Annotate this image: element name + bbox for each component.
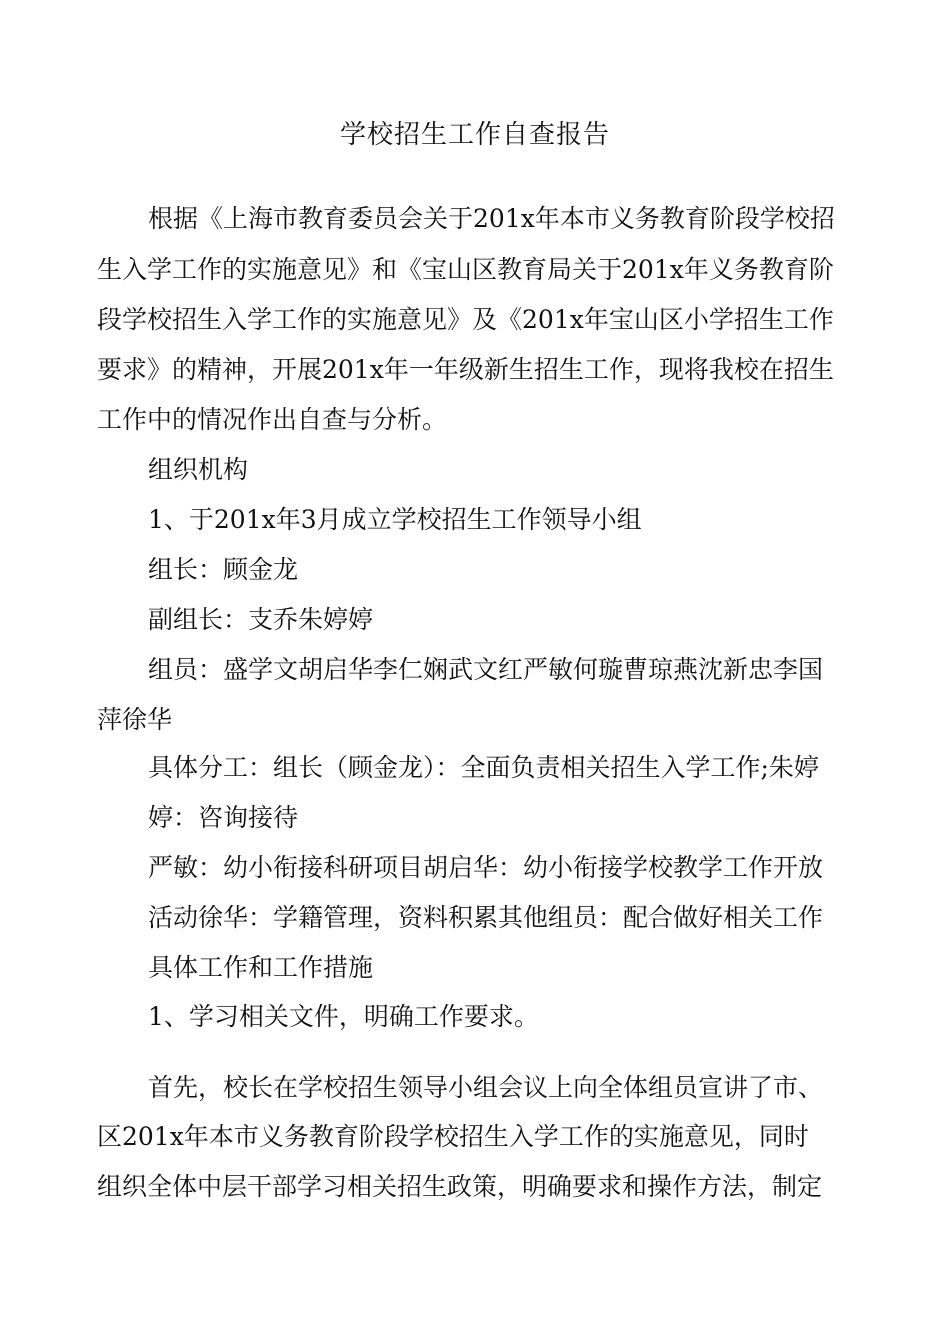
- text-line: 组员：盛学文胡启华李仁娴武文红严敏何璇曹琼燕沈新忠李国: [148, 655, 824, 684]
- text-line: 婷：咨询接待: [148, 803, 299, 832]
- text-line: 1、于201x年3月成立学校招生工作领导小组: [148, 505, 642, 534]
- text-line: 1、学习相关文件，明确工作要求。: [148, 1002, 539, 1031]
- text-line: 首先，校长在学校招生领导小组会议上向全体组员宣讲了市、: [148, 1073, 824, 1102]
- text-line: 根据《上海市教育委员会关于201x年本市义务教育阶段学校招: [148, 204, 835, 233]
- text-line: 要求》的精神，开展201x年一年级新生招生工作，现将我校在招生: [97, 355, 834, 384]
- text-line: 生入学工作的实施意见》和《宝山区教育局关于201x年义务教育阶: [97, 255, 834, 284]
- text-line: 活动徐华：学籍管理，资料积累其他组员：配合做好相关工作: [148, 903, 824, 932]
- text-line: 组长：顾金龙: [148, 555, 299, 584]
- section-heading: 组织机构: [148, 455, 249, 484]
- text-line: 具体分工：组长（顾金龙）：全面负责相关招生入学工作;朱婷: [148, 753, 819, 782]
- section-heading: 具体工作和工作措施: [148, 953, 374, 982]
- text-line: 组织全体中层干部学习相关招生政策，明确要求和操作方法，制定: [97, 1172, 823, 1201]
- document-title: 学校招生工作自查报告: [339, 120, 610, 150]
- text-line: 区201x年本市义务教育阶段学校招生入学工作的实施意见，同时: [97, 1122, 809, 1151]
- text-line: 工作中的情况作出自查与分析。: [97, 405, 448, 434]
- text-line: 副组长：支乔朱婷婷: [148, 605, 374, 634]
- text-line: 段学校招生入学工作的实施意见》及《201x年宝山区小学招生工作: [97, 305, 834, 334]
- text-line: 严敏：幼小衔接科研项目胡启华：幼小衔接学校教学工作开放: [148, 853, 824, 882]
- text-line: 萍徐华: [97, 705, 173, 734]
